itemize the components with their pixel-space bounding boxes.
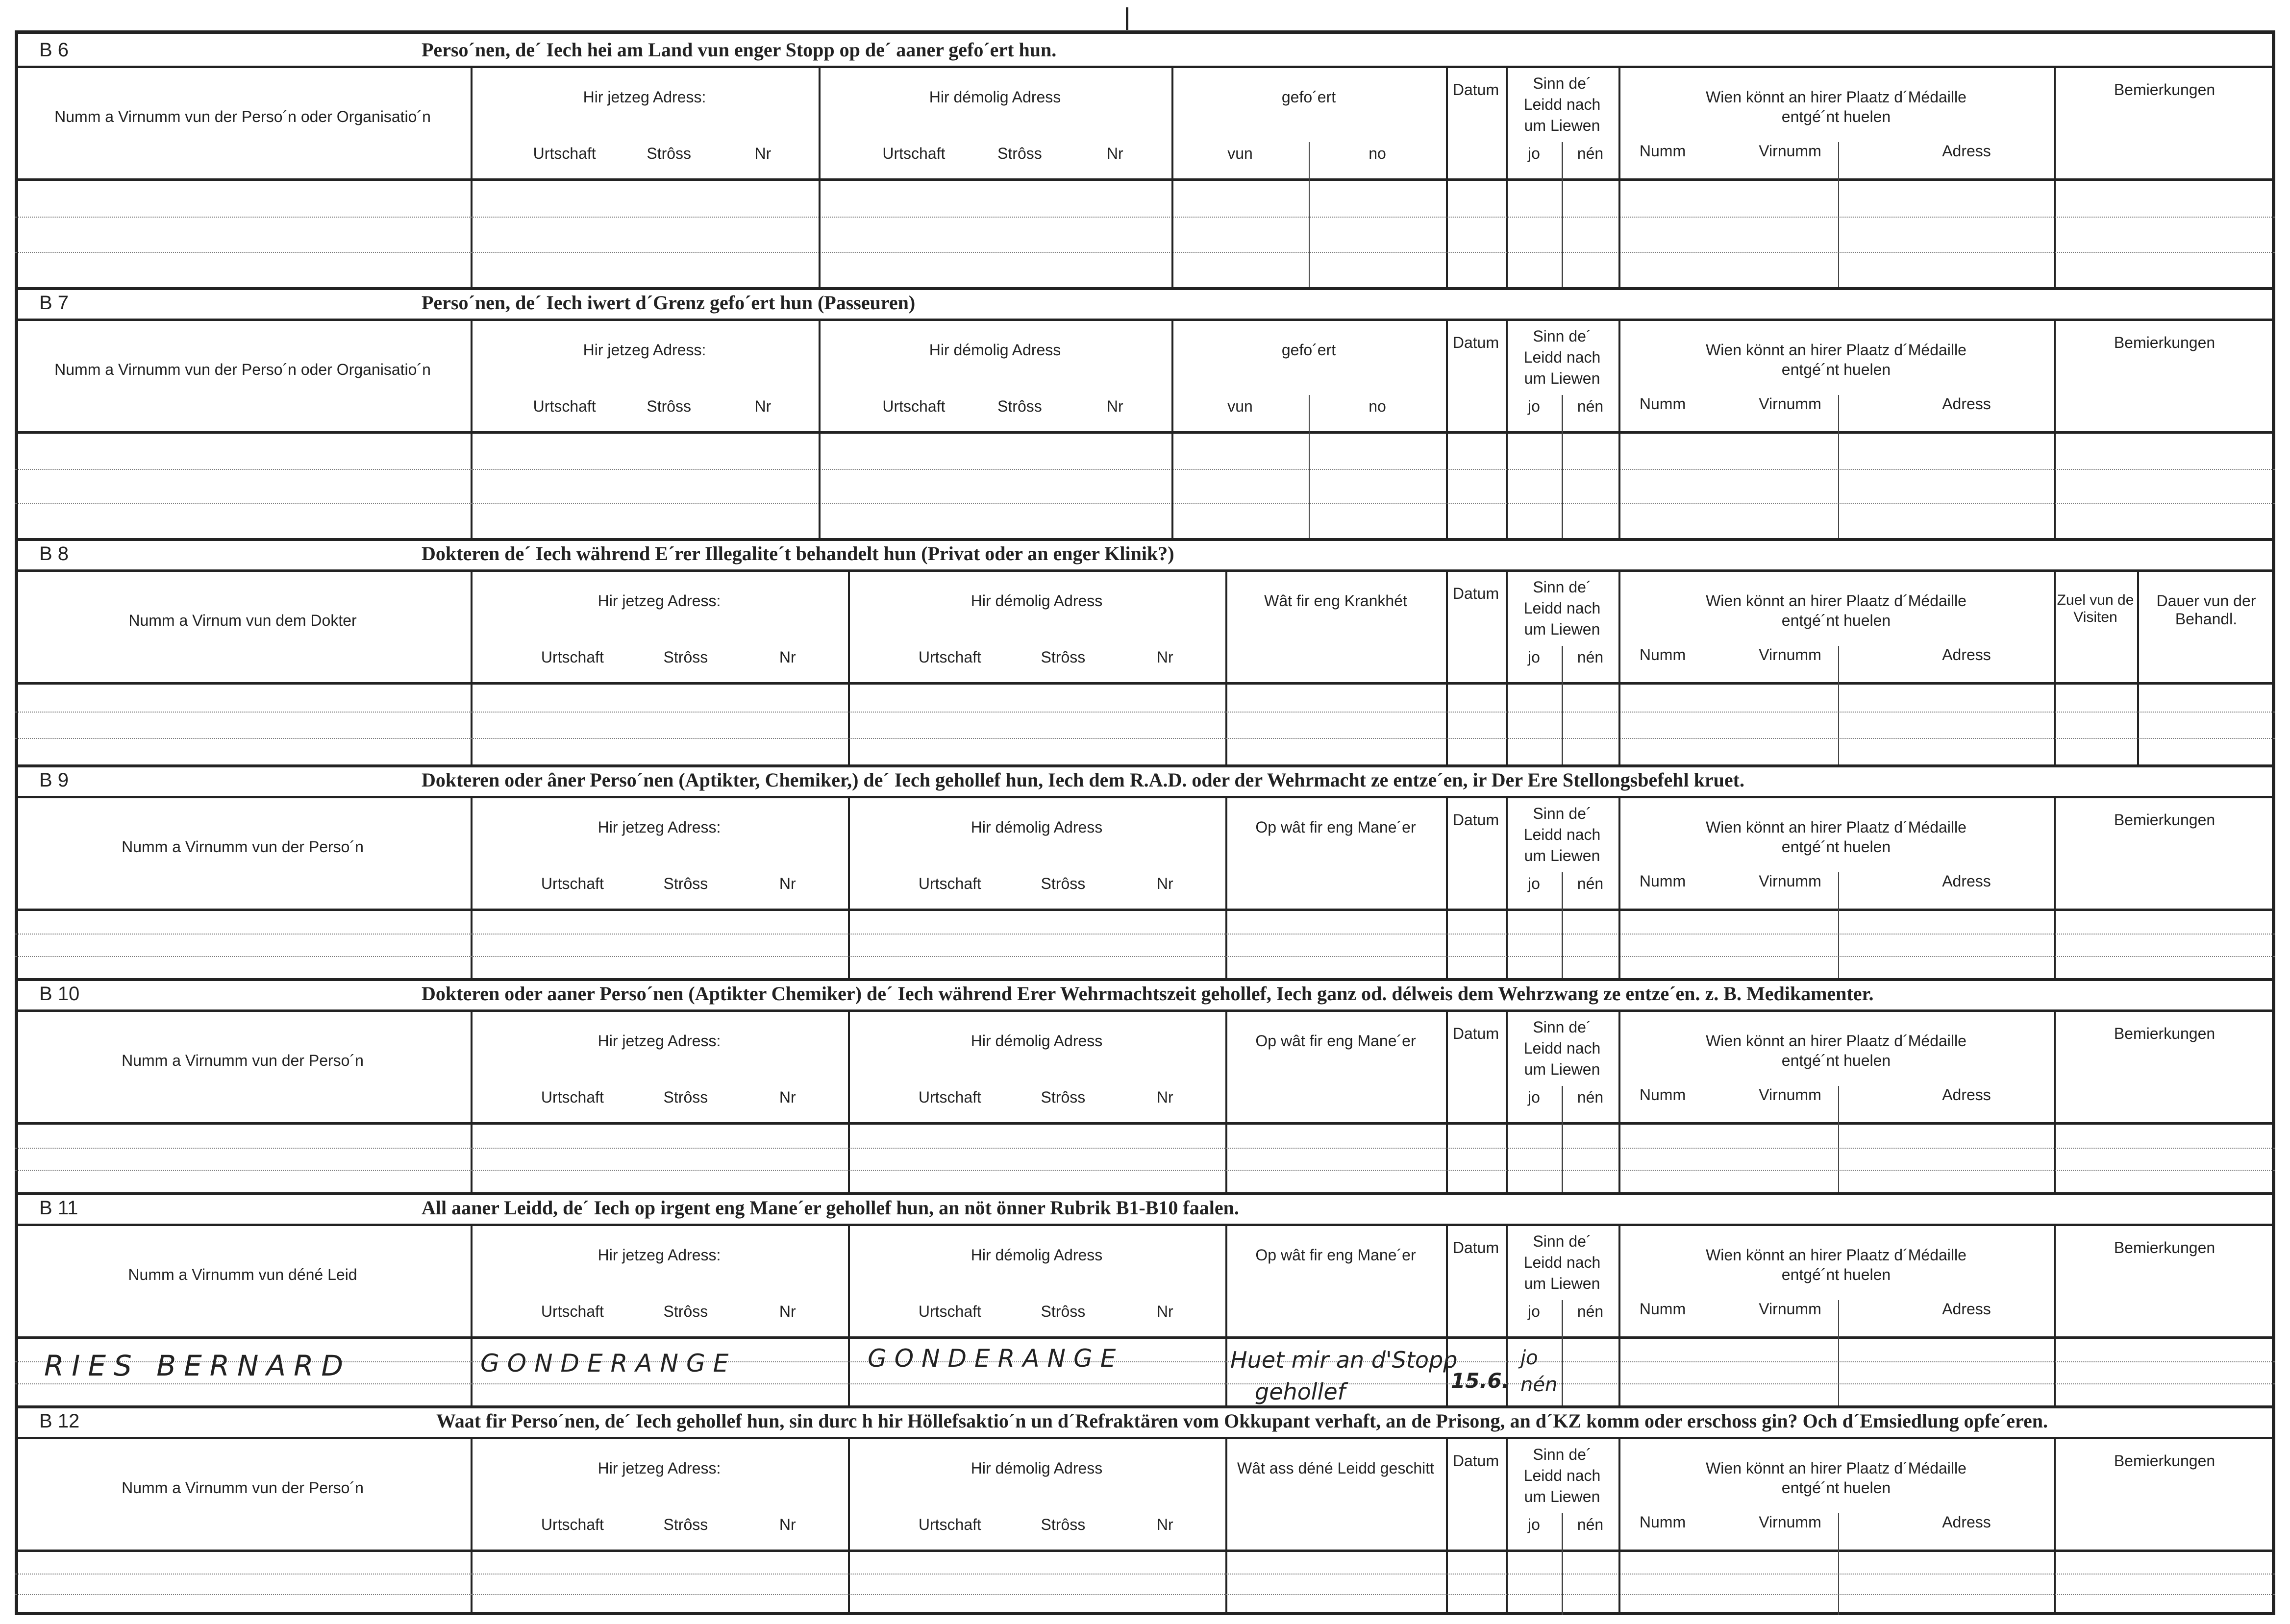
entry-help-line-1: Huet mir an d'Stopp xyxy=(1230,1347,1458,1373)
name-header: Numm a Virnumm vun der Perso´n xyxy=(122,838,364,856)
remarks-header: Bemierkungen xyxy=(2114,81,2215,98)
column-rule xyxy=(2054,66,2056,287)
alive-divider xyxy=(1562,872,1563,978)
entry-row-rule xyxy=(15,1594,2275,1595)
alive-divider xyxy=(1562,1300,1563,1405)
entry-row-rule xyxy=(15,1170,2275,1171)
from-label: vun xyxy=(1227,145,1253,162)
number-label: Nr xyxy=(779,1088,796,1106)
alive-divider xyxy=(1562,1086,1563,1192)
column-rule xyxy=(1446,66,1448,287)
header-rule xyxy=(15,1550,2275,1552)
alive-header-2: Leidd nach xyxy=(1523,1254,1601,1271)
header-rule xyxy=(15,1336,2275,1339)
locality-label: Urtschaft xyxy=(918,648,981,666)
no-label: nén xyxy=(1577,648,1604,666)
number-label: Nr xyxy=(754,397,772,415)
section-title: Waat fir Perso´nen, de´ Iech gehollef hun, sin durc h hir Höllefsaktio´n un d´Refraktären vom Okkupant verhaft, an de Prisong, an d´KZ komm oder erschoss gin? Och d´Emsiedlung opfe´eren. xyxy=(436,1410,2048,1432)
medal-header-2: entgé´nt huelen xyxy=(1781,1052,1891,1069)
title-rule xyxy=(15,1009,2275,1012)
date-header: Datum xyxy=(1452,81,1499,98)
remarks-header: Bemierkungen xyxy=(2114,811,2215,829)
subcolumn-rule xyxy=(1838,395,1839,538)
street-label: Strôss xyxy=(1041,648,1086,666)
top-punch-mark xyxy=(1126,7,1128,30)
yes-label: jo xyxy=(1528,1088,1540,1106)
date-header: Datum xyxy=(1452,1239,1499,1256)
medal-firstname-label: Virnumm xyxy=(1759,646,1821,664)
header-rule xyxy=(15,682,2275,685)
current-address-header: Hir jetzeg Adress: xyxy=(597,1459,721,1477)
help-type-header: Op wât fir eng Mane´er xyxy=(1255,1032,1416,1050)
alive-header-1: Sinn de´ xyxy=(1533,805,1592,822)
section-title: Dokteren oder aaner Perso´nen (Aptikter Chemiker) de´ Iech während Erer Wehrmachtszeit gehollef, Iech ganz od. délweis dem Wehrzwang ze entze´en. z. B. Medikamenter. xyxy=(422,983,1874,1005)
number-label: Nr xyxy=(1156,1088,1173,1106)
number-label: Nr xyxy=(779,1516,796,1533)
remarks-header: Bemierkungen xyxy=(2114,1025,2215,1042)
alive-header-1: Sinn de´ xyxy=(1533,74,1592,92)
medal-header-1: Wien könnt an hirer Plaatz d´Médaille xyxy=(1706,1032,1966,1050)
entry-row-rule xyxy=(15,738,2275,739)
alive-header-3: um Liewen xyxy=(1524,1060,1600,1078)
medal-header-1: Wien könnt an hirer Plaatz d´Médaille xyxy=(1706,341,1966,359)
title-rule xyxy=(15,796,2275,798)
yes-label: jo xyxy=(1528,397,1540,415)
alive-divider xyxy=(1562,395,1563,538)
header-rule xyxy=(15,1122,2275,1125)
number-label: Nr xyxy=(1156,1303,1173,1320)
number-label: Nr xyxy=(779,1303,796,1320)
street-label: Strôss xyxy=(647,397,692,415)
former-address-header: Hir démolig Adress xyxy=(929,88,1061,106)
locality-label: Urtschaft xyxy=(541,1516,604,1533)
medal-address-label: Adress xyxy=(1942,395,1991,413)
section-top-rule xyxy=(15,1405,2275,1408)
section-id: B 10 xyxy=(39,983,80,1005)
alive-header-3: um Liewen xyxy=(1524,847,1600,864)
medal-firstname-label: Virnumm xyxy=(1759,142,1821,160)
medal-address-label: Adress xyxy=(1942,646,1991,664)
entry-alive-1: jo xyxy=(1520,1347,1538,1369)
help-type-header: Wât fir eng Krankhét xyxy=(1264,592,1407,610)
title-rule xyxy=(15,1437,2275,1439)
entry-help-line-2: gehollef xyxy=(1255,1378,1345,1405)
alive-header-1: Sinn de´ xyxy=(1533,327,1592,345)
section-id: B 6 xyxy=(39,39,69,61)
entry-date: 15.6. xyxy=(1451,1369,1510,1393)
section-b12 xyxy=(15,1405,2275,1615)
number-label: Nr xyxy=(1156,875,1173,892)
medal-header-2: entgé´nt huelen xyxy=(1781,361,1891,378)
medal-address-label: Adress xyxy=(1942,1513,1991,1531)
alive-header-2: Leidd nach xyxy=(1523,1039,1601,1057)
current-address-header: Hir jetzeg Adress: xyxy=(597,1246,721,1264)
former-address-header: Hir démolig Adress xyxy=(971,1246,1103,1264)
number-label: Nr xyxy=(779,875,796,892)
street-label: Strôss xyxy=(663,875,708,892)
section-id: B 9 xyxy=(39,769,69,791)
section-top-rule xyxy=(15,764,2275,767)
medal-header-2: entgé´nt huelen xyxy=(1781,108,1891,125)
alive-divider xyxy=(1562,1513,1563,1615)
entry-row-rule xyxy=(15,217,2275,218)
section-b7 xyxy=(15,287,2275,538)
number-label: Nr xyxy=(779,648,796,666)
alive-header-1: Sinn de´ xyxy=(1533,1446,1592,1463)
no-label: nén xyxy=(1577,875,1604,892)
medal-name-label: Numm xyxy=(1639,395,1686,413)
locality-label: Urtschaft xyxy=(918,1303,981,1320)
section-b11 xyxy=(15,1192,2275,1405)
entry-row-rule xyxy=(15,252,2275,253)
former-address-header: Hir démolig Adress xyxy=(971,1032,1103,1050)
street-label: Strôss xyxy=(663,648,708,666)
medal-name-label: Numm xyxy=(1639,1513,1686,1531)
to-label: no xyxy=(1369,145,1386,162)
name-header: Numm a Virnumm vun der Perso´n oder Organisatio´n xyxy=(54,108,431,125)
street-label: Strôss xyxy=(663,1303,708,1320)
remarks-header: Bemierkungen xyxy=(2114,334,2215,351)
alive-header-2: Leidd nach xyxy=(1523,826,1601,843)
alive-header-1: Sinn de´ xyxy=(1533,578,1592,596)
header-rule xyxy=(15,909,2275,911)
section-top-rule xyxy=(15,287,2275,290)
alive-divider xyxy=(1562,142,1563,287)
street-label: Strôss xyxy=(663,1088,708,1106)
section-b9 xyxy=(15,764,2275,978)
entry-current-address: GONDERANGE xyxy=(480,1349,737,1378)
entry-row-rule xyxy=(15,1361,2275,1362)
name-header: Numm a Virnumm vun déné Leid xyxy=(128,1266,357,1283)
medal-address-label: Adress xyxy=(1942,142,1991,160)
to-label: no xyxy=(1369,397,1386,415)
street-label: Strôss xyxy=(1041,875,1086,892)
number-label: Nr xyxy=(1156,1516,1173,1533)
former-address-header: Hir démolig Adress xyxy=(971,592,1103,610)
street-label: Strôss xyxy=(1041,1088,1086,1106)
section-title: Perso´nen, de´ Iech iwert d´Grenz gefo´ert hun (Passeuren) xyxy=(422,292,916,314)
medal-firstname-label: Virnumm xyxy=(1759,1513,1821,1531)
alive-header-3: um Liewen xyxy=(1524,1488,1600,1505)
no-label: nén xyxy=(1577,1516,1604,1533)
entry-row-rule xyxy=(15,934,2275,935)
conveyed-divider xyxy=(1309,395,1310,538)
section-id: B 7 xyxy=(39,292,69,314)
locality-label: Urtschaft xyxy=(882,397,946,415)
locality-label: Urtschaft xyxy=(918,875,981,892)
entry-alive-2: nén xyxy=(1520,1374,1558,1396)
medal-firstname-label: Virnumm xyxy=(1759,1300,1821,1318)
remarks-header: Bemierkungen xyxy=(2114,1239,2215,1256)
alive-header-2: Leidd nach xyxy=(1523,348,1601,366)
header-rule xyxy=(15,431,2275,434)
alive-divider xyxy=(1562,646,1563,764)
alive-header-3: um Liewen xyxy=(1524,1275,1600,1292)
visits-header: Zuel vun de Visiten xyxy=(2057,592,2134,625)
entry-former-address: GONDERANGE xyxy=(868,1344,1124,1373)
medal-header-1: Wien könnt an hirer Plaatz d´Médaille xyxy=(1706,592,1966,610)
alive-header-3: um Liewen xyxy=(1524,620,1600,638)
current-address-header: Hir jetzeg Adress: xyxy=(597,1032,721,1050)
medal-name-label: Numm xyxy=(1639,1300,1686,1318)
no-label: nén xyxy=(1577,1303,1604,1320)
medal-header-1: Wien könnt an hirer Plaatz d´Médaille xyxy=(1706,818,1966,836)
medal-header-1: Wien könnt an hirer Plaatz d´Médaille xyxy=(1706,1459,1966,1477)
name-header: Numm a Virnumm vun der Perso´n xyxy=(122,1052,364,1069)
subcolumn-rule xyxy=(1838,142,1839,287)
help-type-header: Wât ass déné Leidd geschitt xyxy=(1237,1459,1434,1477)
medal-name-label: Numm xyxy=(1639,646,1686,664)
name-header: Numm a Virnumm vun der Perso´n xyxy=(122,1479,364,1497)
current-address-header: Hir jetzeg Adress: xyxy=(583,88,706,106)
alive-header-1: Sinn de´ xyxy=(1533,1018,1592,1036)
title-rule xyxy=(15,569,2275,572)
medal-firstname-label: Virnumm xyxy=(1759,1086,1821,1104)
date-header: Datum xyxy=(1452,1025,1499,1042)
entry-row-rule xyxy=(15,503,2275,504)
header-rule xyxy=(15,178,2275,181)
entry-row-rule xyxy=(15,1383,2275,1384)
title-rule xyxy=(15,66,2275,68)
entry-row-rule xyxy=(15,712,2275,713)
street-label: Strôss xyxy=(997,145,1042,162)
alive-header-2: Leidd nach xyxy=(1523,599,1601,617)
section-top-rule xyxy=(15,978,2275,981)
entry-name: RIES BERNARD xyxy=(44,1349,351,1382)
from-label: vun xyxy=(1227,397,1253,415)
no-label: nén xyxy=(1577,397,1604,415)
current-address-header: Hir jetzeg Adress: xyxy=(597,592,721,610)
locality-label: Urtschaft xyxy=(541,1088,604,1106)
number-label: Nr xyxy=(1156,648,1173,666)
number-label: Nr xyxy=(1106,397,1123,415)
conveyed-divider xyxy=(1309,142,1310,287)
entry-row-rule xyxy=(15,469,2275,470)
locality-label: Urtschaft xyxy=(533,145,596,162)
medal-name-label: Numm xyxy=(1639,872,1686,890)
entry-row-rule xyxy=(15,1148,2275,1149)
section-title: All aaner Leidd, de´ Iech op irgent eng Mane´er gehollef hun, an nöt önner Rubrik B1-B10 faalen. xyxy=(422,1197,1239,1219)
locality-label: Urtschaft xyxy=(541,875,604,892)
current-address-header: Hir jetzeg Adress: xyxy=(597,818,721,836)
medal-name-label: Numm xyxy=(1639,142,1686,160)
alive-header-1: Sinn de´ xyxy=(1533,1232,1592,1250)
alive-header-2: Leidd nach xyxy=(1523,1467,1601,1484)
yes-label: jo xyxy=(1528,648,1540,666)
number-label: Nr xyxy=(754,145,772,162)
section-id: B 8 xyxy=(39,543,69,565)
entry-row-rule xyxy=(15,1574,2275,1575)
help-type-header: Op wât fir eng Mane´er xyxy=(1255,1246,1416,1264)
locality-label: Urtschaft xyxy=(541,648,604,666)
current-address-header: Hir jetzeg Adress: xyxy=(583,341,706,359)
conveyed-header: gefo´ert xyxy=(1281,88,1336,106)
medal-header-2: entgé´nt huelen xyxy=(1781,612,1891,629)
alive-header-2: Leidd nach xyxy=(1523,96,1601,113)
section-top-rule xyxy=(15,538,2275,541)
yes-label: jo xyxy=(1528,875,1540,892)
street-label: Strôss xyxy=(997,397,1042,415)
title-rule xyxy=(15,1224,2275,1226)
entry-row-rule xyxy=(15,956,2275,957)
locality-label: Urtschaft xyxy=(541,1303,604,1320)
name-header: Numm a Virnum vun dem Dokter xyxy=(128,612,357,629)
section-b8 xyxy=(15,538,2275,764)
section-title: Dokteren oder âner Perso´nen (Aptikter, Chemiker,) de´ Iech gehollef hun, Iech dem R.A.D. oder der Wehrmacht ze entze´en, ir Der Ere Stellongsbefehl kruet. xyxy=(422,769,1744,791)
no-label: nén xyxy=(1577,1088,1604,1106)
yes-label: jo xyxy=(1528,1303,1540,1320)
street-label: Strôss xyxy=(1041,1303,1086,1320)
date-header: Datum xyxy=(1452,334,1499,351)
locality-label: Urtschaft xyxy=(918,1088,981,1106)
locality-label: Urtschaft xyxy=(882,145,946,162)
locality-label: Urtschaft xyxy=(533,397,596,415)
medal-address-label: Adress xyxy=(1942,872,1991,890)
section-id: B 11 xyxy=(39,1197,78,1219)
section-title: Dokteren de´ Iech während E´rer Illegalite´t behandelt hun (Privat oder an enger Klinik?) xyxy=(422,542,1174,565)
help-type-header: Op wât fir eng Mane´er xyxy=(1255,818,1416,836)
remarks-header: Bemierkungen xyxy=(2114,1452,2215,1470)
medal-header-2: entgé´nt huelen xyxy=(1781,1266,1891,1283)
medal-header-2: entgé´nt huelen xyxy=(1781,838,1891,856)
medal-header-1: Wien könnt an hirer Plaatz d´Médaille xyxy=(1706,88,1966,106)
title-rule xyxy=(15,319,2275,321)
medal-header-1: Wien könnt an hirer Plaatz d´Médaille xyxy=(1706,1246,1966,1264)
medal-address-label: Adress xyxy=(1942,1086,1991,1104)
date-header: Datum xyxy=(1452,585,1499,602)
date-header: Datum xyxy=(1452,1452,1499,1470)
former-address-header: Hir démolig Adress xyxy=(971,818,1103,836)
section-title: Perso´nen, de´ Iech hei am Land vun enger Stopp op de´ aaner gefo´ert hun. xyxy=(422,39,1057,61)
medal-address-label: Adress xyxy=(1942,1300,1991,1318)
section-b6 xyxy=(15,34,2275,287)
street-label: Strôss xyxy=(1041,1516,1086,1533)
medal-name-label: Numm xyxy=(1639,1086,1686,1104)
street-label: Strôss xyxy=(663,1516,708,1533)
section-id: B 12 xyxy=(39,1410,80,1432)
alive-header-3: um Liewen xyxy=(1524,117,1600,134)
name-header: Numm a Virnumm vun der Perso´n oder Organisatio´n xyxy=(54,361,431,378)
date-header: Datum xyxy=(1452,811,1499,829)
no-label: nén xyxy=(1577,145,1604,162)
former-address-header: Hir démolig Adress xyxy=(971,1459,1103,1477)
yes-label: jo xyxy=(1528,145,1540,162)
former-address-header: Hir démolig Adress xyxy=(929,341,1061,359)
locality-label: Urtschaft xyxy=(918,1516,981,1533)
number-label: Nr xyxy=(1106,145,1123,162)
column-rule xyxy=(1506,569,1508,764)
duration-header: Dauer vun der Behandl. xyxy=(2156,592,2256,628)
medal-header-2: entgé´nt huelen xyxy=(1781,1479,1891,1497)
medal-firstname-label: Virnumm xyxy=(1759,872,1821,890)
medal-firstname-label: Virnumm xyxy=(1759,395,1821,413)
conveyed-header: gefo´ert xyxy=(1281,341,1336,359)
section-b10 xyxy=(15,978,2275,1192)
alive-header-3: um Liewen xyxy=(1524,369,1600,387)
street-label: Strôss xyxy=(647,145,692,162)
yes-label: jo xyxy=(1528,1516,1540,1533)
section-top-rule xyxy=(15,1192,2275,1195)
